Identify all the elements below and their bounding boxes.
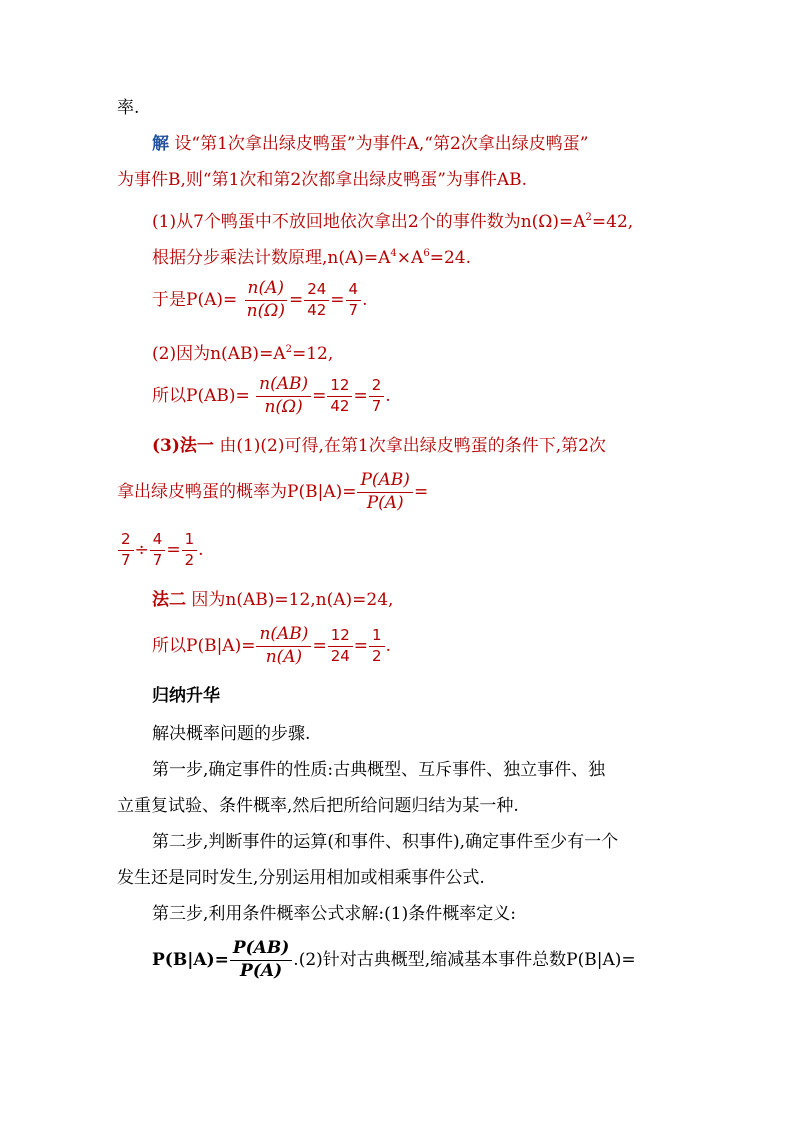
- solution-line-5: [152, 272, 722, 328]
- heading-text: 归纳升华: [152, 686, 220, 706]
- summary-line-6: [152, 894, 722, 934]
- solution-line-9: [117, 464, 687, 520]
- fraction: [256, 626, 311, 667]
- line-text: 为事件B,则“第1次和第2次都拿出绿皮鸭蛋”为事件AB.: [117, 170, 528, 190]
- line-text: (2)因为n(AB)=A: [152, 344, 286, 364]
- line-text: 所以P(AB)=: [152, 386, 250, 406]
- fraction: [150, 532, 166, 569]
- method-label: 法二: [152, 590, 186, 610]
- fraction: [304, 282, 329, 319]
- numerator: 2: [118, 532, 134, 551]
- solution-label: 解: [152, 134, 169, 154]
- superscript: 2: [585, 212, 592, 223]
- text-line-1: [117, 88, 687, 128]
- period: .: [385, 636, 391, 656]
- numerator: 1: [369, 628, 385, 647]
- equals-sign: =: [330, 290, 345, 310]
- numerator: 24: [304, 282, 329, 301]
- denominator: 42: [330, 397, 350, 415]
- denominator: n(Ω): [264, 397, 303, 417]
- line-text: ×A: [396, 248, 424, 268]
- period: .: [198, 540, 204, 560]
- summary-line-1: [152, 714, 722, 754]
- fraction: [230, 940, 292, 981]
- line-text: .(2)针对古典概型,缩减基本事件总数P(B|A)=: [293, 950, 636, 970]
- line-text: 所以P(B|A)=: [152, 636, 256, 656]
- line-text: 因为n(AB)=12,n(A)=24,: [191, 590, 394, 610]
- line-text: 立重复试验、条件概率,然后把所给问题归结为某一种.: [117, 796, 519, 816]
- solution-line-3: [152, 198, 722, 238]
- summary-line-3: [117, 786, 687, 826]
- summary-line-2: [152, 750, 722, 790]
- solution-line-2: [117, 160, 687, 200]
- equals-sign: =: [312, 386, 327, 406]
- numerator: 12: [328, 628, 353, 647]
- summary-line-5: [117, 858, 687, 898]
- line-text: 率.: [117, 98, 140, 118]
- equals-sign: =: [413, 482, 429, 502]
- fraction: [118, 532, 134, 569]
- superscript: 4: [390, 248, 397, 259]
- period: .: [385, 386, 391, 406]
- numerator: n(AB): [256, 626, 311, 647]
- superscript: 2: [285, 344, 292, 355]
- numerator: 1: [182, 532, 198, 551]
- numerator: 2: [369, 378, 385, 397]
- division-sign: ÷: [134, 540, 149, 560]
- summary-line-4: [152, 822, 722, 862]
- denominator: 7: [348, 301, 359, 319]
- line-text: (1)从7个鸭蛋中不放回地依次拿出2个的事件数为n(Ω)=A: [152, 212, 586, 232]
- solution-line-11: [152, 580, 722, 620]
- fraction: [369, 378, 385, 415]
- numerator: n(A): [245, 280, 288, 301]
- denominator: 2: [372, 647, 382, 665]
- period: .: [362, 290, 368, 310]
- line-text: 根据分步乘法计数原理,n(A)=A: [152, 248, 391, 268]
- numerator: 4: [346, 282, 362, 301]
- line-text: 设“第1次拿出绿皮鸭蛋”为事件A,“第2次拿出绿皮鸭蛋”: [174, 134, 589, 154]
- equals-sign: =: [288, 290, 304, 310]
- equals-sign: =: [312, 636, 327, 656]
- line-text: 第一步,确定事件的性质:古典概型、互斥事件、独立事件、独: [152, 760, 606, 780]
- line-text: 发生还是同时发生,分别运用相加或相乘事件公式.: [117, 868, 485, 888]
- summary-line-7: [152, 932, 722, 988]
- line-text: =12,: [291, 344, 334, 364]
- solution-line-8: [152, 426, 722, 466]
- line-text: 拿出绿皮鸭蛋的概率为P(B|A)=: [117, 482, 357, 502]
- numerator: P(AB): [357, 472, 412, 493]
- line-text: =24.: [429, 248, 471, 268]
- denominator: 7: [152, 551, 163, 569]
- equals-sign: =: [353, 636, 369, 656]
- numerator: 4: [150, 532, 166, 551]
- fraction: [327, 378, 352, 415]
- fraction: [346, 282, 362, 319]
- numerator: 12: [327, 378, 352, 397]
- denominator: n(Ω): [246, 301, 285, 321]
- solution-line-7: [152, 368, 722, 424]
- solution-line-10: [117, 522, 687, 578]
- fraction: [357, 472, 412, 513]
- summary-heading: [152, 676, 722, 716]
- denominator: P(A): [366, 493, 404, 513]
- equals-sign: =: [166, 540, 181, 560]
- numerator: n(AB): [256, 376, 311, 397]
- solution-line-12: [152, 618, 722, 674]
- line-text: =42,: [591, 212, 634, 232]
- line-text: 解决概率问题的步骤.: [152, 724, 311, 744]
- denominator: 24: [330, 647, 350, 665]
- fraction: [369, 628, 385, 665]
- fraction: [182, 532, 198, 569]
- denominator: P(A): [240, 961, 283, 981]
- denominator: n(A): [265, 647, 303, 667]
- denominator: 7: [121, 551, 131, 569]
- line-text: 于是P(A)=: [152, 290, 238, 310]
- fraction: [244, 280, 288, 321]
- superscript: 6: [423, 248, 430, 259]
- denominator: 7: [371, 397, 382, 415]
- fraction: [256, 376, 311, 417]
- numerator: P(AB): [230, 940, 292, 961]
- line-text: 由(1)(2)可得,在第1次拿出绿皮鸭蛋的条件下,第2次: [219, 436, 606, 456]
- solution-line-4: [152, 234, 722, 274]
- solution-line-6: [152, 330, 722, 370]
- equals-sign: =: [353, 386, 368, 406]
- line-text: P(B|A)=: [152, 950, 229, 970]
- line-text: 第二步,判断事件的运算(和事件、积事件),确定事件至少有一个: [152, 832, 619, 852]
- denominator: 2: [184, 551, 195, 569]
- solution-line-1: [152, 124, 722, 164]
- denominator: 42: [307, 301, 327, 319]
- fraction: [328, 628, 353, 665]
- method-label: (3)法一: [152, 436, 214, 456]
- line-text: 第三步,利用条件概率公式求解:(1)条件概率定义:: [152, 904, 516, 924]
